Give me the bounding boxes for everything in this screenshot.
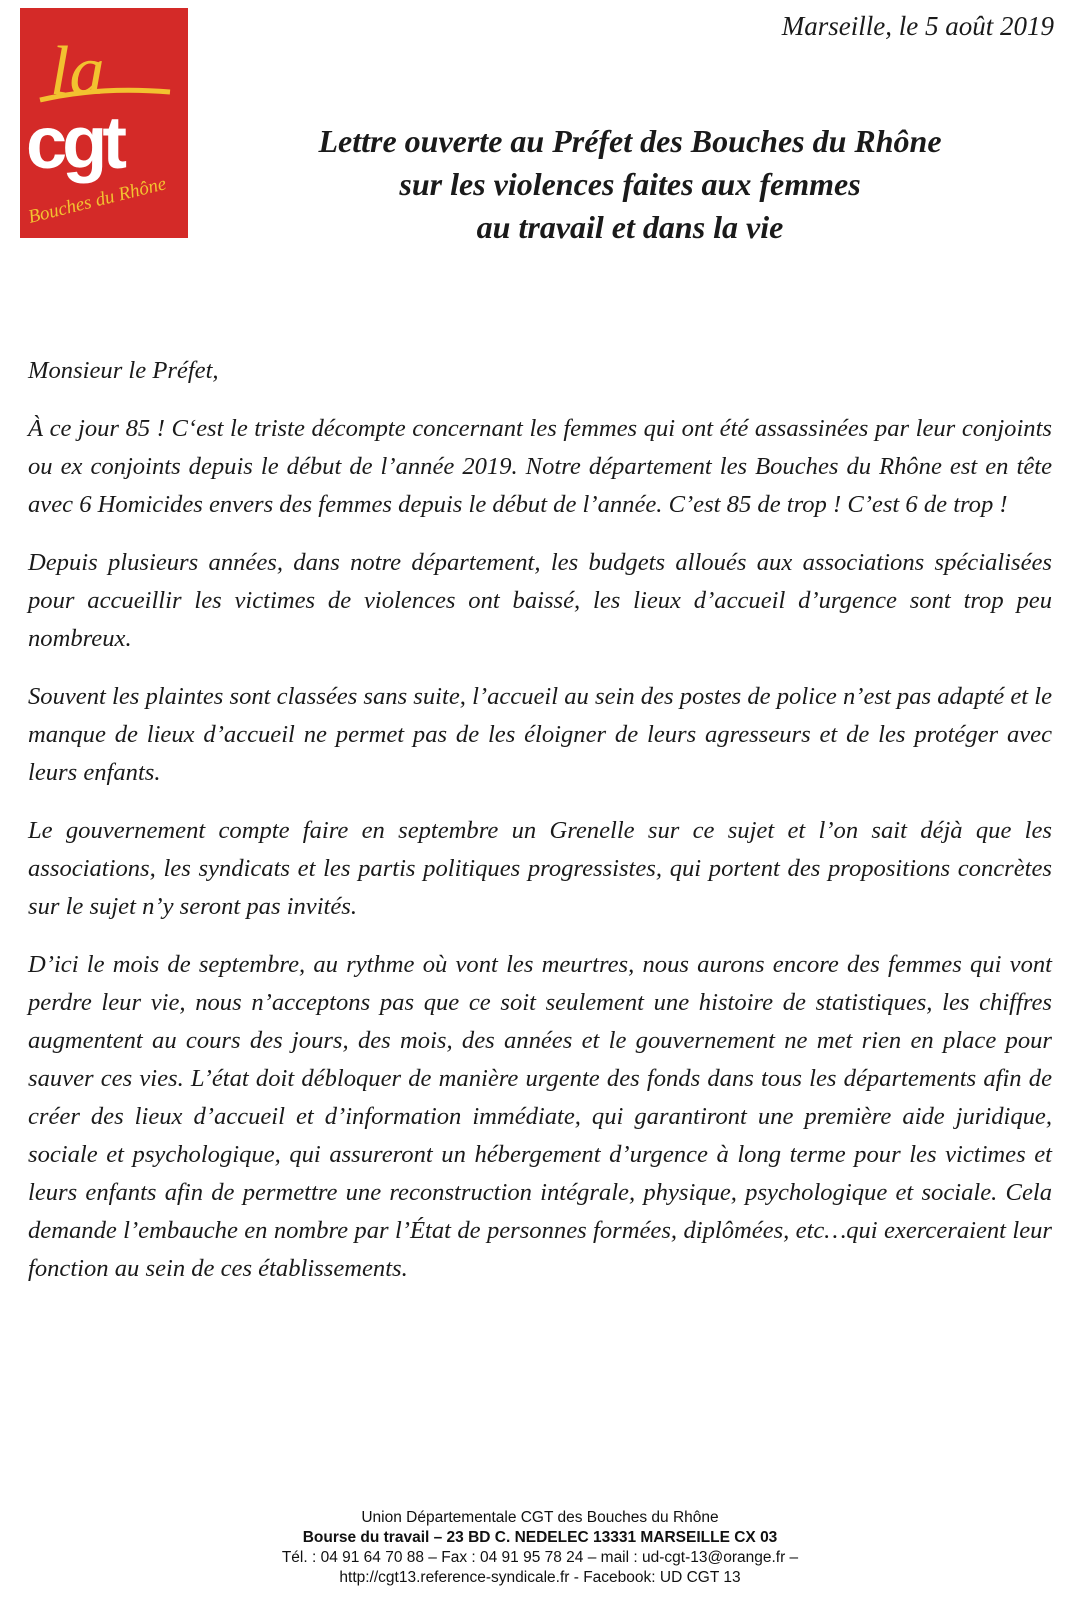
title-line: au travail et dans la vie — [476, 209, 784, 245]
logo-main-word: cgt — [26, 101, 122, 184]
logo-region: Bouches du Rhône — [26, 173, 169, 228]
footer — [0, 1508, 1080, 1588]
footer-web: http://cgt13.reference-syndicale.fr - Facebook: UD CGT 13 — [339, 1569, 741, 1586]
paragraph: À ce jour 85 ! C‘est le triste décompte concernant les femmes qui ont été assassinées par leur conjoints ou ex conjoints depuis le début de l’année 2019. Notre département les Bouches du Rhône est en tête avec 6 Homicides envers des femmes depuis le début de l’année. C’est 85 de trop ! C’est 6 de trop ! — [28, 415, 1052, 518]
salutation: Monsieur le Préfet, — [28, 357, 219, 384]
footer-contact: Tél. : 04 91 64 70 88 – Fax : 04 91 95 78 24 – mail : ud-cgt-13@orange.fr – — [281, 1549, 799, 1566]
title-line: Lettre ouverte au Préfet des Bouches du Rhône — [318, 123, 942, 159]
paragraph: Souvent les plaintes sont classées sans suite, l’accueil au sein des postes de police n’est pas adapté et le manque de lieux d’accueil ne permet pas de les éloigner de leurs agresseurs et de les protéger avec leurs enfants. — [28, 683, 1052, 786]
footer-organization: Union Départementale CGT des Bouches du Rhône — [361, 1509, 719, 1526]
footer-address: Bourse du travail – 23 BD C. NEDELEC 13331 MARSEILLE CX 03 — [302, 1529, 778, 1546]
letter-body — [28, 352, 1052, 1308]
cgt-logo-graphic — [20, 8, 188, 238]
cgt-logo — [20, 8, 188, 238]
letter-title — [200, 120, 1060, 249]
paragraph: Depuis plusieurs années, dans notre département, les budgets alloués aux associations spécialisées pour accueillir les victimes de violences ont baissé, les lieux d’accueil d’urgence sont trop peu nombreux. — [28, 549, 1052, 652]
logo-top-word: la — [50, 33, 105, 110]
paragraph: Le gouvernement compte faire en septembre un Grenelle sur ce sujet et l’on sait déjà que les associations, les syndicats et les partis politiques progressistes, qui portent des propositions concrètes sur le sujet n’y seront pas invités. — [28, 817, 1052, 920]
paragraph: D’ici le mois de septembre, au rythme où vont les meurtres, nous aurons encore des femmes qui vont perdre leur vie, nous n’acceptons pas que ce soit seulement une histoire de statistiques, les chiffres augmentent au cours des jours, des mois, des années et le gouvernement ne met rien en place pour sauver ces vies. L’état doit débloquer de manière urgente des fonds dans tous les départements afin de créer des lieux d’accueil et d’information immédiate, qui garantiront une première aide juridique, sociale et psychologique, qui assureront un hébergement d’urgence à long terme pour les victimes et leurs enfants afin de permettre une reconstruction intégrale, physique, psychologique et sociale. Cela demande l’embauche en nombre par l’État de personnes formées, diplômées, etc…qui exerceraient leur fonction au sein de ces établissements. — [28, 951, 1052, 1282]
letter-date: Marseille, le 5 août 2019 — [781, 11, 1054, 41]
title-line: sur les violences faites aux femmes — [399, 166, 861, 202]
